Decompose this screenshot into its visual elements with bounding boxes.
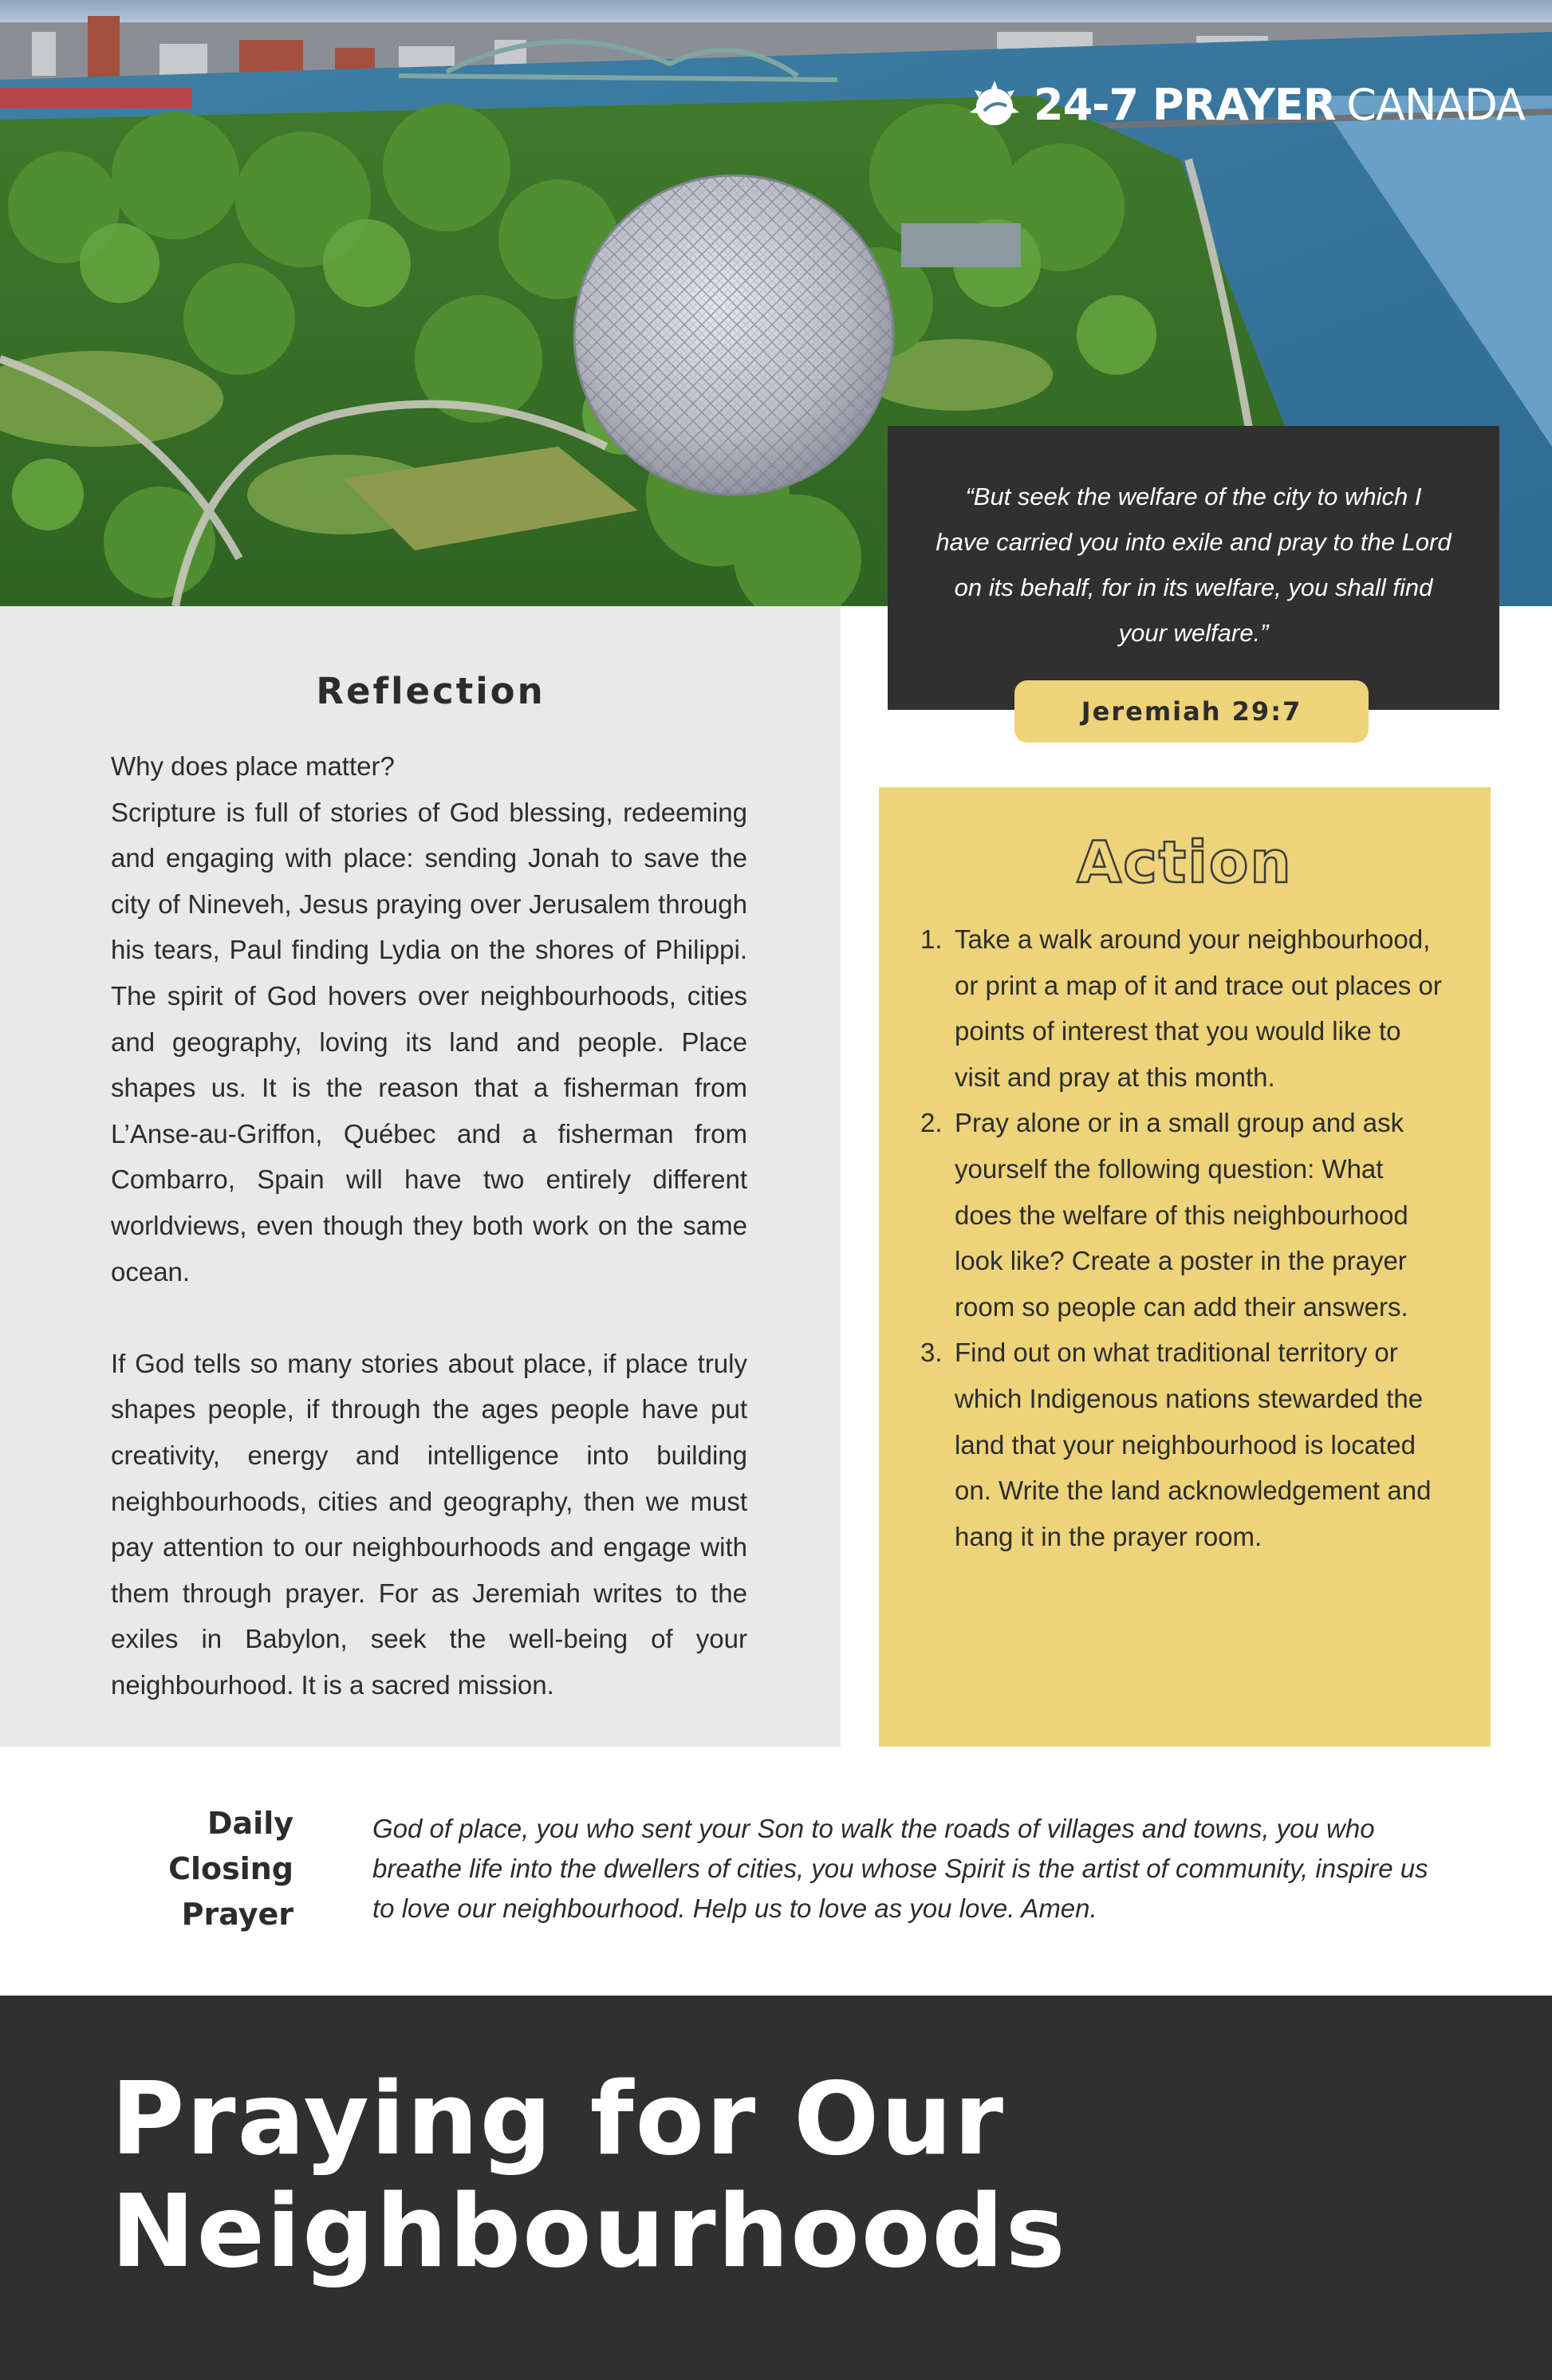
page-title-line-1: Praying for Our <box>111 2060 1006 2177</box>
action-item-text: Pray alone or in a small group and ask yourself the following question: What does the welfare of this neighbourhood look like? Create a poster in the prayer room so people can add their answers. <box>955 1108 1408 1322</box>
action-item-number: 3. <box>920 1338 943 1368</box>
action-item <box>920 1100 1479 1330</box>
closing-prayer-label <box>120 1801 293 1937</box>
closing-label-line-2: Closing <box>168 1851 293 1886</box>
logo-wordmark <box>1034 80 1525 130</box>
action-item-text: Find out on what traditional territory or which Indigenous nations stewarded the land that your neighbourhood is located on. Write the land acknowledgement and hang it in the prayer room. <box>955 1338 1432 1551</box>
action-item-number: 2. <box>920 1108 943 1138</box>
reflection-question: Why does place matter? <box>111 751 395 781</box>
reflection-paragraph-2: If God tells so many stories about place, if place truly shapes people, if through the ages people have put creativity, energy and intelligence into building neighbourhoods, cities and geography, then we must pay attention to our neighbourhoods and engage with them through prayer. For as Jeremiah writes to the exiles in Babylon, seek the well-being of your neighbourhood. It is a sacred mission. <box>111 1348 747 1700</box>
reflection-body <box>111 743 747 1708</box>
action-item-text: Take a walk around your neighbourhood, or print a map of it and trace out places or points of interest that you would like to visit and pray at this month. <box>955 924 1442 1092</box>
action-item <box>920 1330 1479 1559</box>
reflection-paragraph-1: Scripture is full of stories of God blessing, redeeming and engaging with place: sending Jonah to save the city of Nineveh, Jesus praying over Jerusalem through his tears, Paul finding Lydia on the shores of Philippi. The spirit of God hovers over neighbourhoods, cities and geography, loving its land and people. Place shapes us. It is the reason that a fisherman from L’Anse-au-Griffon, Québec and a fisherman from Combarro, Spain will have two entirely different worldviews, even though they both work on the same ocean. <box>111 797 747 1287</box>
action-item <box>920 916 1479 1100</box>
scripture-quote: “But seek the welfare of the city to which I have carried you into exile and pray to the Lord on its behalf, for in its welfare, you shall find your welfare.” <box>936 483 1452 647</box>
closing-label-line-3: Prayer <box>181 1897 293 1932</box>
reflection-section <box>0 606 841 1747</box>
scripture-reference-badge: Jeremiah 29:7 <box>1014 680 1369 743</box>
footer-banner <box>0 1996 1552 2380</box>
action-list <box>920 916 1479 1559</box>
page-title <box>111 2060 1467 2290</box>
logo-text-bold: 24-7 PRAYER <box>1034 80 1336 130</box>
brand-logo <box>967 73 1525 137</box>
action-section <box>879 787 1491 1747</box>
closing-label-line-1: Daily <box>207 1806 293 1841</box>
logo-text-light: CANADA <box>1346 80 1525 130</box>
24-7-prayer-logo-icon <box>967 77 1022 133</box>
action-item-number: 1. <box>920 924 943 954</box>
closing-prayer-text: God of place, you who sent your Son to walk the roads of villages and towns, you who breathe life into the dwellers of cities, you whose Spirit is the artist of community, inspire us to love our neighbourhood. Help us to love as you love. Amen. <box>372 1814 1428 1923</box>
scripture-quote-box <box>888 426 1499 710</box>
page-title-line-2: Neighbourhoods <box>111 2173 1067 2290</box>
action-heading: Action <box>1077 829 1293 896</box>
reflection-heading: Reflection <box>316 670 546 712</box>
